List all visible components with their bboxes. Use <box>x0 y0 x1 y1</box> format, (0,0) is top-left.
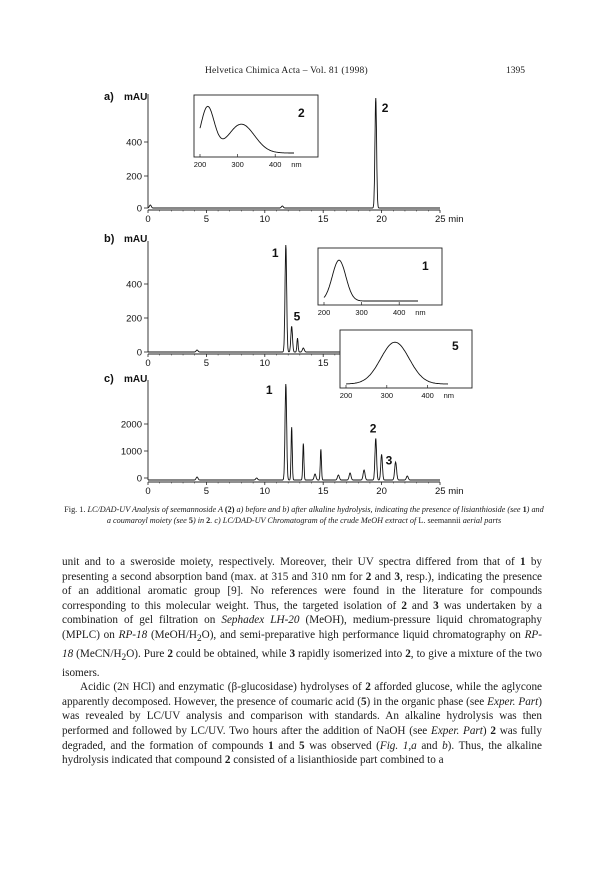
body-text <box>62 555 542 768</box>
x-tick-label: 5 <box>203 358 210 369</box>
inset-tick-label: 400 <box>392 308 406 317</box>
inset-frame <box>194 95 318 157</box>
page-number: 1395 <box>506 66 525 76</box>
y-tick-label: 0 <box>136 347 142 359</box>
y-axis-label: mAU <box>124 374 148 385</box>
chart-b <box>104 233 472 400</box>
peak-label: 2 <box>369 421 377 436</box>
y-tick-label: 2000 <box>120 419 142 431</box>
panel-label: a) <box>104 91 114 103</box>
inset-tick-label: 300 <box>380 391 394 400</box>
inset-tick-label: 300 <box>231 160 244 169</box>
inset-tick-label: 400 <box>268 160 282 169</box>
inset-tick-label: 200 <box>317 308 331 317</box>
x-tick-label: 15 <box>317 486 329 497</box>
panel-label: c) <box>104 373 114 385</box>
inset-tick-label: 400 <box>421 391 434 400</box>
inset-frame <box>318 248 442 305</box>
x-tick-label: 25 min <box>435 214 464 225</box>
paragraph-2: Acidic (2N HCl) and enzymatic (β-glucosidase) hydrolyses of 2 afforded glucose, while the aglycone apparently decomposed. However, the presence of coumaric acid (5) in the organic phase (see Exper. Part) was revealed by LC/UV analysis and comparison with standards. An alkaline hydrolysis was then performed and followed by LC/UV. Two hours after the addition of NaOH (see Exper. Part) 2 was fully degraded, and the formation of compounds 1 and 5 was observed (Fig. 1,a and b). Thus, the alkaline hydrolysis indicated that compound 2 consisted of a lisianthioside part combined to a <box>62 681 543 767</box>
y-axis-label: mAU <box>124 234 148 245</box>
panel-label: b) <box>104 233 115 245</box>
y-tick-label: 1000 <box>120 446 142 458</box>
running-head: Helvetica Chimica Acta – Vol. 81 (1998) <box>205 66 368 76</box>
inset-tick-label: 300 <box>355 308 368 317</box>
peak-label: 1 <box>271 246 279 260</box>
x-tick-label: 0 <box>145 486 151 497</box>
inset-label: 1 <box>422 259 429 273</box>
inset-label: 2 <box>298 106 305 120</box>
chart-c <box>104 373 464 497</box>
peak-label: 2 <box>381 101 389 115</box>
chart-a <box>104 91 464 225</box>
y-tick-label: 200 <box>126 313 142 325</box>
peak-label: 1 <box>265 383 273 397</box>
inset-unit-label: nm <box>415 308 426 317</box>
x-tick-label: 5 <box>203 486 210 497</box>
x-tick-label: 10 <box>259 486 271 497</box>
peak-label: 3 <box>385 453 393 468</box>
x-tick-label: 25 min <box>435 486 464 497</box>
figure-caption: Fig. 1. LC/DAD-UV Analysis of seemannoside A (2) a) before and b) after alkaline hydrolysis, indicating the presence of lisianthioside (see 1) and a coumaroyl moiety (see 5) in 2. c) LC/DAD-UV Chromatogram of the crude MeOH extract of L. seemannii aerial parts <box>64 505 544 525</box>
paragraph-1: unit and to a sweroside moiety, respectively. Moreover, their UV spectra differed from that of 1 by presenting a second absorption band (max. at 315 and 310 nm for 2 and 3, resp.), indicating the presence of an additional aromatic group [9]. No references were found in the literature for compounds corresponding to this molecular weight. Thus, the targeted isolation of 2 and 3 was undertaken by a combination of gel filtration on Sephadex LH-20 (MeOH), medium-pressure liquid chromatography (MPLC) on RP-18 $(MeOH/H_2O)$, and semi-preparative high performance liquid chromatography on RP-18 $(MeCN/H_2O)$. Pure 2 could be obtained, while 3 rapidly isomerized into 2, to give a mixture of the two isomers. <box>62 556 543 679</box>
peak-label: 5 <box>293 309 301 324</box>
inset-tick-label: 200 <box>193 160 207 169</box>
inset-label: 5 <box>452 339 459 353</box>
x-tick-label: 0 <box>145 358 151 369</box>
x-tick-label: 0 <box>145 214 151 225</box>
x-tick-label: 10 <box>259 214 271 225</box>
chromatogram-trace <box>148 384 440 480</box>
x-tick-label: 5 <box>203 214 210 225</box>
inset-unit-label: nm <box>291 160 302 169</box>
x-tick-label: 10 <box>259 358 271 369</box>
inset-tick-label: 200 <box>339 391 353 400</box>
inset-unit-label: nm <box>443 391 455 400</box>
y-tick-label: 0 <box>136 203 142 215</box>
x-tick-label: 20 <box>376 214 387 225</box>
y-axis-label: mAU <box>124 92 148 103</box>
y-tick-label: 400 <box>126 137 142 149</box>
x-tick-label: 15 <box>317 358 329 369</box>
y-tick-label: 400 <box>126 279 142 291</box>
y-tick-label: 0 <box>136 473 142 485</box>
y-tick-label: 200 <box>126 171 142 183</box>
x-tick-label: 15 <box>317 214 329 225</box>
x-tick-label: 20 <box>376 486 387 497</box>
